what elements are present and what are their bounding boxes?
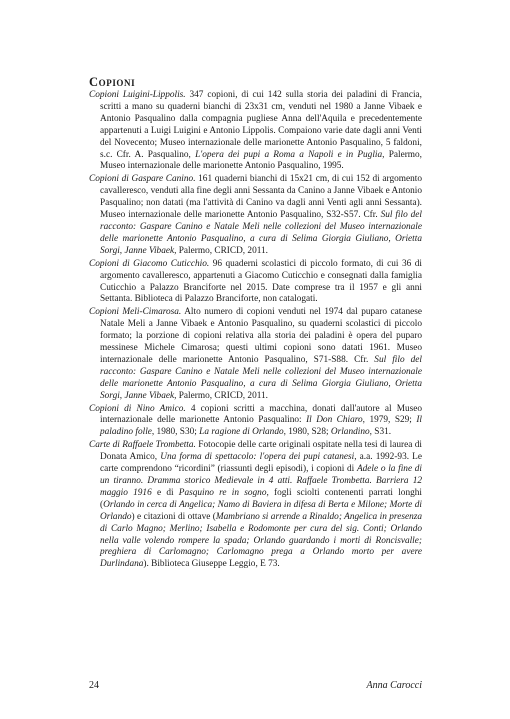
entry-text: ) e citazioni di ottave ( [131, 511, 216, 522]
entry-text: , Palermo, Museo internazionale delle marionette Antonio Pasqualino, 1995. [100, 149, 422, 172]
entry-italic-text: Sul filo del racconto: Gaspare Canino e Natale Meli nelle collezioni del Museo internazionale delle marionette Antonio Pasqualino, a cura di Selima Giorgia Giuliano, Orietta Sorgi, Janne Vibaek [100, 210, 422, 256]
bibliography-entry [89, 440, 422, 571]
entry-text: , 1980, S30; [151, 427, 200, 438]
entry-italic-text: Orlando in cerca di Angelica; Namo di Baviera in difesa di Berta e Milone; Morte di Orlando [100, 499, 422, 522]
entry-italic-text: Orlandino [330, 427, 370, 438]
entry-text: 161 quaderni bianchi di 15x21 cm, di cui 152 di argomento cavalleresco, venduti alla fine degli anni Sessanta da Canino a Janne Vibaek e Antonio Pasqualino; non datati (ma l'attività di Canino va dagli anni Venti agli anni Sessanta). Museo internazionale delle marionette Antonio Pasqualino, S32-S57. Cfr. [100, 174, 422, 221]
entry-italic-text: Il Don Chiaro [306, 415, 363, 426]
entry-title: Carte di Raffaele Trombetta. [89, 440, 196, 451]
entry-italic-text: Adele o la fine di un tiranno. Dramma storico Medievale in 4 atti. Raffaele Trombetta. Barriera 12 maggio 1916 [100, 464, 423, 498]
entry-title: Copioni Meli-Cimarosa. [89, 307, 182, 318]
bibliography-entry [89, 307, 422, 402]
entry-text: , S31. [369, 427, 392, 438]
entry-text: 4 copioni scritti a macchina, donati dall'autore al Museo internazionale delle marionette Antonio Pasqualino: [100, 403, 422, 426]
entry-text: Alto numero di copioni venduti nel 1974 dal puparo catanese Natale Meli a Janne Vibaek e Antonio Pasqualino, su quaderni scolastici di piccolo formato; la porzione di copioni relativa alla storia dei paladini è opera del puparo messinese Michele Cimarosa; questi ultimi copioni sono datati 1961. Museo internazionale delle marionette Antonio Pasqualino, S71-S88. Cfr. [100, 307, 422, 365]
entry-list [89, 90, 422, 572]
entry-text: , 1979, S29; [362, 415, 417, 426]
entry-text: ). Biblioteca Giuseppe Leggio, E 73. [143, 559, 280, 570]
entry-title: Copioni Luigini-Lippolis. [89, 90, 186, 100]
entry-text: , fogli sciolti contenenti parrati longhi ( [100, 487, 422, 510]
entry-italic-text: Pasquino re in sogno [178, 487, 267, 498]
entry-title: Copioni di Nino Amico. [89, 403, 186, 414]
entry-italic-text: Il paladino folle [100, 415, 422, 438]
running-footer-author: Anna Carocci [366, 680, 422, 691]
bibliography-entry [89, 259, 422, 307]
entry-text: 96 quaderni scolastici di piccolo formato, di cui 36 di argomento cavalleresco, appartenuti a Giacomo Cuticchio e consegnati dalla famiglia Cuticchio a Palazzo Branciforte nel 2015. Date comprese tra il 1957 e gli anni Settanta. Biblioteca di Palazzo Branciforte, non catalogati. [100, 258, 422, 305]
bibliography-entry [89, 90, 422, 173]
entry-text: e di [151, 487, 179, 498]
section-title: Copioni [89, 75, 136, 89]
entry-italic-text: La ragione di Orlando [199, 427, 284, 438]
page-number: 24 [89, 680, 99, 691]
bibliography-entry [89, 174, 422, 257]
entry-text: , 1980, S28; [283, 427, 331, 438]
bibliography-entry [89, 404, 422, 440]
entry-text: Fotocopie delle carte originali ospitate nella tesi di laurea di Donata Amico, [100, 440, 422, 463]
entry-italic-text: Sul filo del racconto: Gaspare Canino e Natale Meli nelle collezioni del Museo internazionale delle marionette Antonio Pasqualino, a cura di Selima Giorgia Giuliano, Orietta Sorgi, Janne Vibaek [100, 354, 422, 401]
entry-text: , Palermo, CRICD, 2011. [174, 245, 269, 256]
entry-italic-text: L'opera dei pupi a Roma a Napoli e in Puglia [195, 149, 383, 160]
entry-text: , Palermo, CRICD, 2011. [174, 390, 269, 401]
entry-title: Copioni di Giacomo Cuticchio. [89, 258, 210, 269]
entry-text: 347 copioni, di cui 142 sulla storia dei paladini di Francia, scritti a mano su quaderni bianchi di 23x31 cm, venduti nel 1980 a Janne Vibaek e Antonio Pasqualino dalla compagnia pugliese Anna dell'Aquila e precedentemente appartenuti a Luigi Luigini e Antonio Lippolis. Compaiono varie date dagli anni Venti del Novecento; Museo internazionale delle marionette Antonio Pasqualino, 5 faldoni, s.c. Cfr. A. Pasqualino, [100, 90, 422, 160]
entry-title: Copioni di Gaspare Canino. [89, 174, 196, 185]
entry-italic-text: Mambriano si arrende a Rinaldo; Angelica in presenza di Carlo Magno; Merlino; Isabella e Rodomonte per cura del sig. Conti; Orlando nella valle volendo rompere la spada; Orlando guardando i morti di Roncisvalle; preghiera di Carlomagno; Carlomagno prega a Orlando morto per avere Durlindana [100, 511, 422, 570]
entry-text: , a.a. 1992-93. Le carte comprendono “ricordini” (riassunti degli episodi), i copioni di [100, 452, 422, 475]
entry-italic-text: Una forma di spettacolo: l'opera dei pupi catanesi [160, 452, 355, 463]
